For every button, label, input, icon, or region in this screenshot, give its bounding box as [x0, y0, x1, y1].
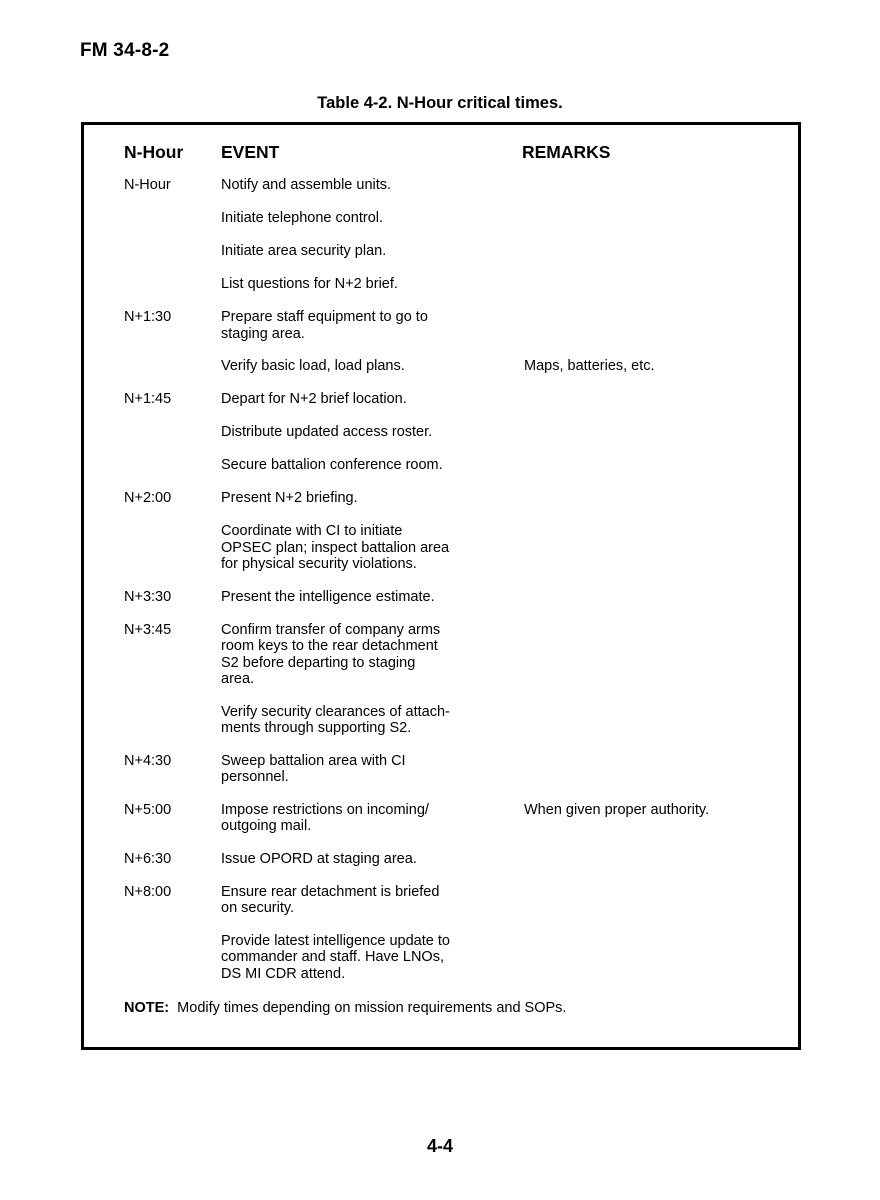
cell-event: Present the intelligence estimate.	[221, 588, 435, 605]
cell-n-hour: N+5:00	[124, 801, 172, 818]
table-row	[124, 391, 784, 408]
table-row	[124, 243, 784, 260]
document-id: FM 34-8-2	[80, 40, 170, 61]
cell-n-hour: N+2:00	[124, 490, 172, 506]
table-row	[124, 933, 784, 983]
note-label: NOTE:	[124, 1000, 170, 1016]
cell-event: Confirm transfer of company arms room keys to the rear detachment S2 before departing to staging area.	[221, 621, 441, 687]
cell-event: Coordinate with CI to initiate OPSEC plan; inspect battalion area for physical security violations.	[221, 523, 450, 572]
header-remarks: REMARKS	[522, 142, 611, 162]
cell-remarks: When given proper authority.	[524, 801, 710, 818]
table-row	[124, 753, 784, 786]
table-row	[124, 622, 784, 688]
table-row	[124, 276, 784, 293]
header-n-hour: N-Hour	[124, 142, 184, 162]
table-row	[124, 589, 784, 606]
cell-event: Verify security clearances of attach- ments through supporting S2.	[221, 703, 450, 736]
cell-event: Initiate area security plan.	[221, 243, 387, 259]
cell-n-hour: N-Hour	[124, 177, 171, 193]
table-body	[124, 177, 784, 998]
table-row	[124, 704, 784, 737]
table-row	[124, 457, 784, 474]
cell-event: Sweep battalion area with CI personnel.	[221, 752, 406, 785]
table-row	[124, 851, 784, 868]
cell-event: List questions for N+2 brief.	[221, 276, 398, 292]
cell-remarks: Maps, batteries, etc.	[524, 358, 655, 374]
table-row	[124, 490, 784, 507]
table-row	[124, 177, 784, 194]
table-row	[124, 210, 784, 227]
cell-event: Present N+2 briefing.	[221, 490, 358, 506]
table-row	[124, 884, 784, 917]
cell-n-hour: N+8:00	[124, 883, 172, 900]
table-row	[124, 523, 784, 573]
cell-n-hour: N+6:30	[124, 850, 172, 867]
page-number: 4-4	[426, 1136, 453, 1156]
cell-event: Provide latest intelligence update to commander and staff. Have LNOs, DS MI CDR attend.	[221, 932, 450, 982]
cell-n-hour: N+3:30	[124, 588, 172, 605]
table-note	[124, 1000, 566, 1017]
table-row	[124, 309, 784, 342]
cell-event: Verify basic load, load plans.	[221, 358, 405, 374]
note-text: Modify times depending on mission requirements and SOPs.	[177, 1000, 567, 1016]
table-row	[124, 424, 784, 441]
critical-times-table	[81, 122, 801, 1050]
table-header-row	[124, 142, 784, 166]
cell-event: Impose restrictions on incoming/ outgoing mail.	[221, 801, 429, 834]
cell-n-hour: N+3:45	[124, 621, 172, 638]
cell-n-hour: N+1:45	[124, 391, 172, 407]
cell-event: Ensure rear detachment is briefed on security.	[221, 883, 440, 916]
cell-event: Distribute updated access roster.	[221, 424, 433, 440]
header-event: EVENT	[221, 142, 280, 162]
cell-n-hour: N+4:30	[124, 752, 172, 769]
table-row	[124, 358, 784, 375]
cell-event: Secure battalion conference room.	[221, 457, 443, 473]
cell-event: Prepare staff equipment to go to staging area.	[221, 309, 428, 342]
cell-n-hour: N+1:30	[124, 309, 172, 325]
cell-event: Initiate telephone control.	[221, 210, 384, 226]
cell-event: Issue OPORD at staging area.	[221, 850, 417, 867]
cell-event: Notify and assemble units.	[221, 177, 392, 193]
table-row	[124, 802, 784, 835]
cell-event: Depart for N+2 brief location.	[221, 391, 407, 407]
table-title: Table 4-2. N-Hour critical times.	[317, 94, 563, 112]
